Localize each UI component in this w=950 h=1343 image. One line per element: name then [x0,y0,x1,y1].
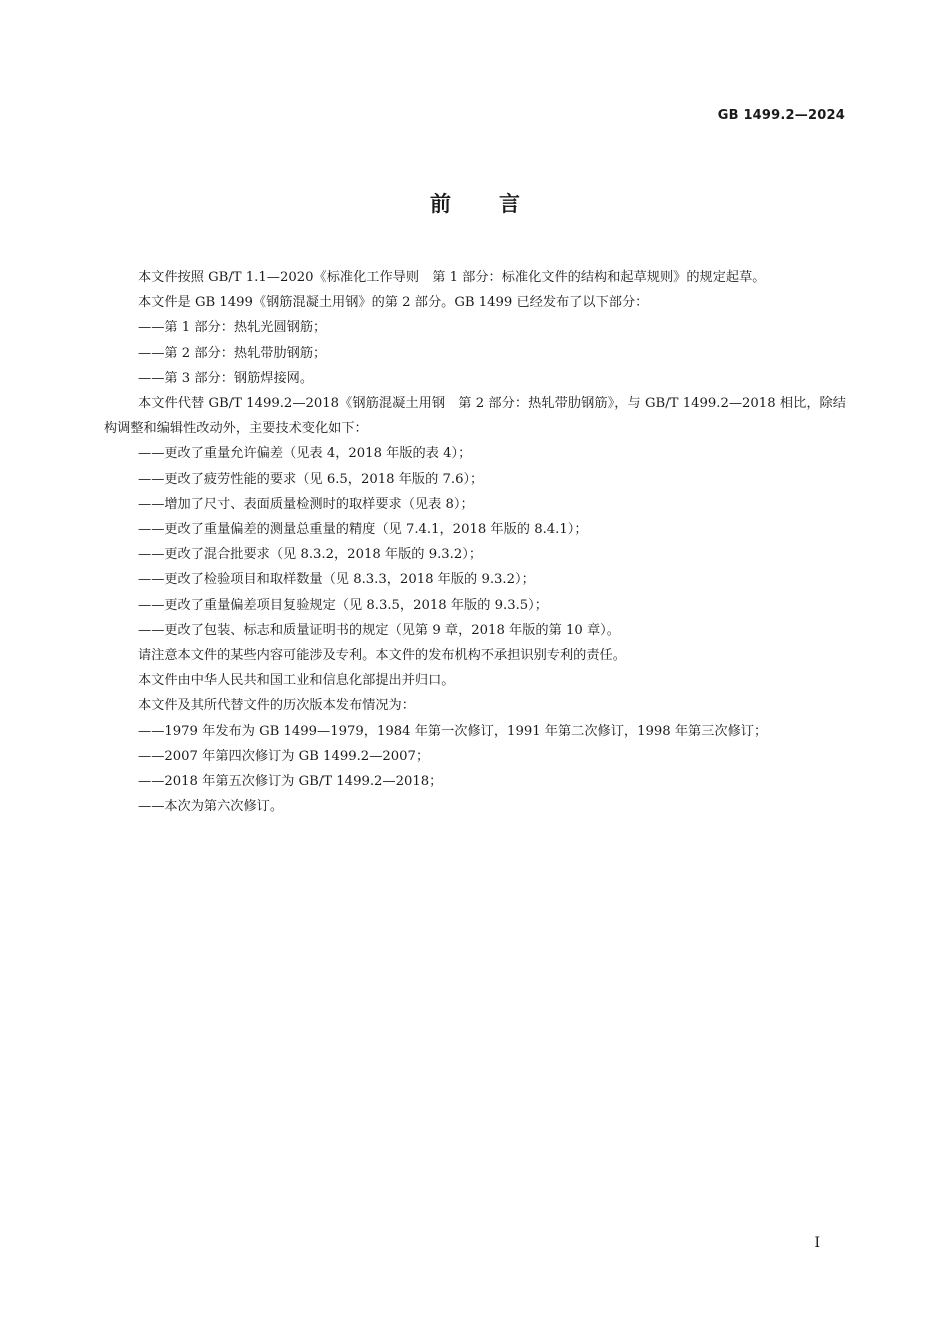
list-item-part: ——第 2 部分：热轧带肋钢筋； [138,345,327,361]
document-code: GB 1499.2—2024 [717,108,845,123]
list-item-history: ——本次为第六次修订。 [138,799,284,815]
list-item-change: ——更改了重量允许偏差（见表 4，2018 年版的表 4）； [138,446,472,462]
list-item-part: ——第 3 部分：钢筋焊接网。 [138,370,314,386]
paragraph-patent-notice: 请注意本文件的某些内容可能涉及专利。本文件的发布机构不承担识别专利的责任。 [138,648,626,664]
paragraph-drafting-rules: 本文件按照 GB/T 1.1—2020《标准化工作导则 第 1 部分：标准化文件的结构和起草规则》的规定起草。 [138,270,766,285]
list-item-history: ——2018 年第五次修订为 GB/T 1499.2—2018； [138,774,443,790]
paragraph-replacement: 本文件代替 GB/T 1499.2—2018《钢筋混凝土用钢 第 2 部分：热轧带肋钢筋》，与 GB/T 1499.2—2018 相比，除结构调整和编辑性改动外，主要技术变化如下： [104,396,846,437]
list-item-history: ——1979 年发布为 GB 1499—1979，1984 年第一次修订，1991 年第二次修订，1998 年第三次修订； [138,723,768,739]
paragraph-series-intro: 本文件是 GB 1499《钢筋混凝土用钢》的第 2 部分。GB 1499 已经发布了以下部分： [138,295,649,311]
list-item-change: ——更改了重量偏差的测量总重量的精度（见 7.4.1，2018 年版的 8.4.1）； [138,522,588,538]
list-item-change: ——更改了包装、标志和质量证明书的规定（见第 9 章，2018 年版的第 10 章）。 [138,622,620,638]
foreword-body [104,265,846,819]
list-item-change: ——更改了混合批要求（见 8.3.2，2018 年版的 9.3.2）； [138,547,483,563]
list-item-change: ——更改了检验项目和取样数量（见 8.3.3，2018 年版的 9.3.2）； [138,572,535,588]
paragraph-proposer: 本文件由中华人民共和国工业和信息化部提出并归口。 [138,673,455,689]
page-number: I [814,1235,820,1251]
list-item-change: ——更改了重量偏差项目复验规定（见 8.3.5，2018 年版的 9.3.5）； [138,597,548,613]
list-item-change: ——增加了尺寸、表面质量检测时的取样要求（见表 8）； [138,496,474,512]
list-item-part: ——第 1 部分：热轧光圆钢筋； [138,320,327,336]
list-item-change: ——更改了疲劳性能的要求（见 6.5，2018 年版的 7.6）； [138,471,484,487]
paragraph-history-intro: 本文件及其所代替文件的历次版本发布情况为： [138,698,415,714]
list-item-history: ——2007 年第四次修订为 GB 1499.2—2007； [138,748,430,764]
page-title: 前言 [430,192,568,216]
